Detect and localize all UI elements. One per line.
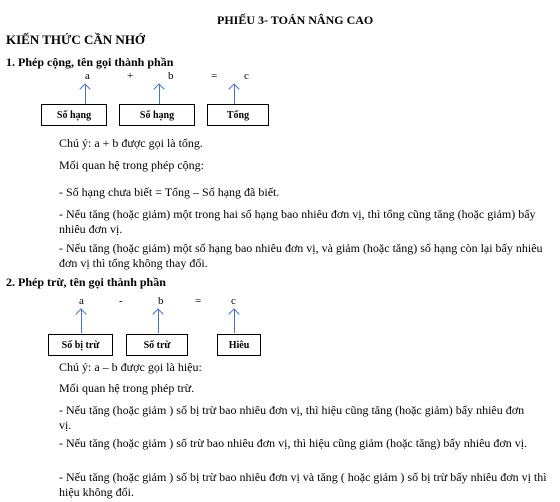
section2-heading: 2. Phép trừ, tên gọi thành phần: [6, 275, 166, 289]
subtraction-relation-title: Mối quan hệ trong phép trừ.: [59, 381, 195, 395]
box-minuend: Số bị trừ: [48, 334, 113, 356]
subtraction-equals-sign: =: [195, 295, 202, 307]
main-heading: KIẾN THỨC CẦN NHỚ: [6, 32, 146, 47]
addition-rule-1: - Số hạng chưa biết = Tổng – Số hạng đã biết.: [59, 185, 280, 199]
arrow-up-icon: [158, 309, 159, 333]
subtraction-result-c: c: [231, 295, 236, 307]
box-addend-2: Số hạng: [119, 104, 195, 126]
subtraction-rule-2: - Nếu tăng (hoặc giảm ) số trừ bao nhiêu đơn vị, thì hiệu cũng giảm (hoặc tăng) bấy nhiêu đơn vị.: [59, 436, 528, 450]
box-difference: Hiêu: [217, 334, 261, 356]
arrow-up-icon: [159, 84, 160, 104]
arrow-up-icon: [234, 84, 235, 104]
subtraction-term-b: b: [158, 295, 164, 307]
addition-note: Chú ý: a + b được gọi là tổng.: [59, 136, 203, 150]
subtraction-term-a: a: [79, 295, 84, 307]
subtraction-rule-1: - Nếu tăng (hoặc giảm ) số bị trừ bao nhiêu đơn vị, thì hiệu cũng tăng (hoặc giảm) bấy nhiêu đơn vị.: [59, 403, 525, 432]
box-addend-1: Số hạng: [41, 104, 107, 126]
arrow-up-icon: [234, 309, 235, 333]
arrow-up-icon: [81, 309, 82, 333]
subtraction-minus-sign: -: [119, 295, 123, 307]
section1-heading: 1. Phép cộng, tên gọi thành phần: [6, 55, 174, 69]
addition-term-a: a: [85, 70, 90, 82]
addition-relation-title: Mối quan hệ trong phép cộng:: [59, 158, 204, 172]
arrow-up-icon: [85, 84, 86, 104]
subtraction-note: Chú ý: a – b được gọi là hiệu:: [59, 360, 202, 374]
addition-plus-sign: +: [127, 70, 134, 82]
page-title: PHIẾU 3- TOÁN NÂNG CAO: [217, 13, 374, 27]
box-subtrahend: Số trừ: [126, 334, 188, 356]
addition-equals-sign: =: [211, 70, 218, 82]
subtraction-rule-3: - Nếu tăng (hoặc giảm ) số bị trừ bao nhiêu đơn vị và tăng ( hoặc giảm ) số bị trừ bấy nhiêu đơn vị thì hiệu không đổi.: [59, 470, 547, 499]
addition-rule-2: - Nếu tăng (hoặc giảm) một trong hai số hạng bao nhiêu đơn vị, thì tổng cũng tăng (hoặc giảm) bấy nhiêu đơn vị.: [59, 207, 536, 236]
box-sum: Tổng: [207, 104, 269, 126]
addition-result-c: c: [244, 70, 249, 82]
addition-term-b: b: [168, 70, 174, 82]
addition-rule-3: - Nếu tăng (hoặc giảm) một số hạng bao nhiêu đơn vị, và giảm (hoặc tăng) số hạng còn lại bấy nhiêu đơn vị thì tổng không thay đổi.: [59, 241, 543, 270]
